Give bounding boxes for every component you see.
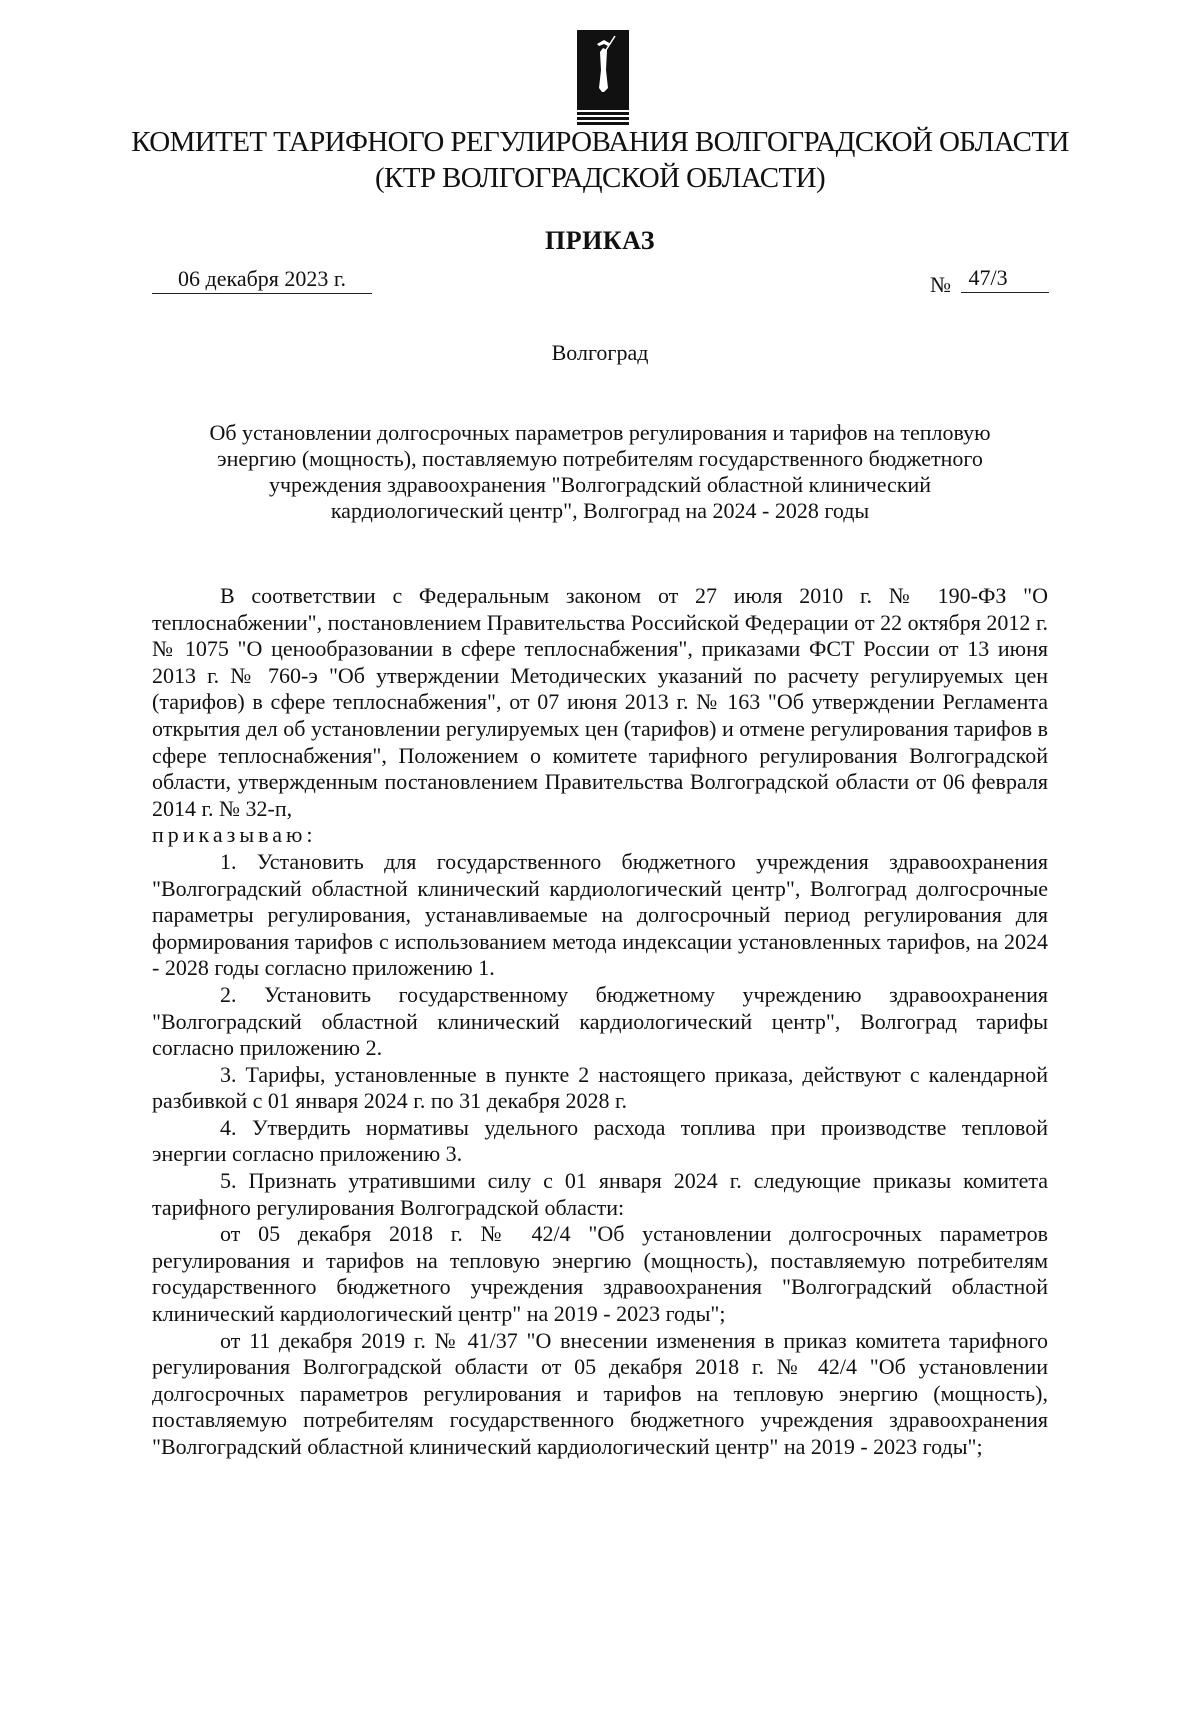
- volgograd-emblem-icon: [577, 30, 629, 126]
- order-item-1: 1. Установить для государственного бюджетного учреждения здравоохранения "Волгоградский областной клинический кардиологический центр", Волгоград долгосрочные параметры регулирования, устанавливаемые на долгосрочный период регулирования для формирования тарифов с использованием метода индексации установленных тарифов, на 2024 - 2028 годы согласно приложению 1.: [152, 848, 1048, 981]
- order-item-2: 2. Установить государственному бюджетному учреждению здравоохранения "Волгоградский областной клинический кардиологический центр", Волгоград тарифы согласно приложению 2.: [152, 981, 1048, 1061]
- document-number-block: [930, 265, 1049, 299]
- organization-short-name: (КТР ВОЛГОГРАДСКОЙ ОБЛАСТИ): [374, 162, 826, 194]
- repealed-order-2: от 11 декабря 2019 г. № 41/37 "О внесении изменения в приказ комитета тарифного регулирования Волгоградской области от 05 декабря 2018 г. № 42/4 "Об установлении долгосрочных параметров регулирования и тарифов на тепловую энергию (мощность), поставляемую потребителям государственного бюджетного учреждения здравоохранения "Волгоградский областной клинический кардиологический центр" на 2019 - 2023 годы";: [152, 1327, 1048, 1459]
- order-item-3: 3. Тарифы, установленные в пункте 2 настоящего приказа, действуют с календарной разбивкой с 01 января 2024 г. по 31 декабря 2028 г.: [152, 1061, 1048, 1114]
- document-subject: [160, 420, 1040, 524]
- order-item-4: 4. Утвердить нормативы удельного расхода топлива при производстве тепловой энергии согласно приложению 3.: [152, 1114, 1048, 1167]
- document-date: 06 декабря 2023 г.: [152, 265, 372, 294]
- preamble-paragraph: В соответствии с Федеральным законом от 27 июля 2010 г. № 190-ФЗ "О теплоснабжении", постановлением Правительства Российской Федерации от 22 октября 2012 г. № 1075 "О ценообразовании в сфере теплоснабжения", приказами ФСТ России от 13 июня 2013 г. № 760-э "Об утверждении Методических указаний по расчету регулируемых цен (тарифов) в сфере теплоснабжения", от 07 июня 2013 г. № 163 "Об утверждении Регламента открытия дел об установлении регулируемых цен (тарифов) и отмене регулирования тарифов в сфере теплоснабжения", Положением о комитете тарифного регулирования Волгоградской области, утвержденным постановлением Правительства Волгоградской области от 06 февраля 2014 г. № 32-п,: [152, 583, 1048, 821]
- subject-line: кардиологический центр", Волгоград на 2024 - 2028 годы: [330, 498, 870, 523]
- document-body: [152, 583, 1048, 1461]
- order-word: приказываю:: [152, 822, 317, 848]
- document-number: 47/3: [961, 264, 1049, 293]
- document-type: ПРИКАЗ: [544, 226, 656, 255]
- repealed-order-1: от 05 декабря 2018 г. № 42/4 "Об установлении долгосрочных параметров регулирования и тарифов на тепловую энергию (мощность), поставляемую потребителям государственного бюджетного учреждения здравоохранения "Волгоградский областной клинический кардиологический центр" на 2019 - 2023 годы";: [152, 1221, 1048, 1327]
- subject-line: энергию (мощность), поставляемую потребителям государственного бюджетного: [217, 446, 983, 471]
- organization-name: КОМИТЕТ ТАРИФНОГО РЕГУЛИРОВАНИЯ ВОЛГОГРАДСКОЙ ОБЛАСТИ: [131, 126, 1069, 158]
- order-item-5: 5. Признать утратившими силу с 01 января 2024 г. следующие приказы комитета тарифного регулирования Волгоградской области:: [152, 1168, 1048, 1220]
- number-sign: №: [930, 272, 951, 297]
- document-city: Волгоград: [551, 340, 649, 365]
- subject-line: Об установлении долгосрочных параметров регулирования и тарифов на тепловую: [209, 420, 991, 445]
- subject-line: учреждения здравоохранения "Волгоградский областной клинический: [268, 472, 932, 497]
